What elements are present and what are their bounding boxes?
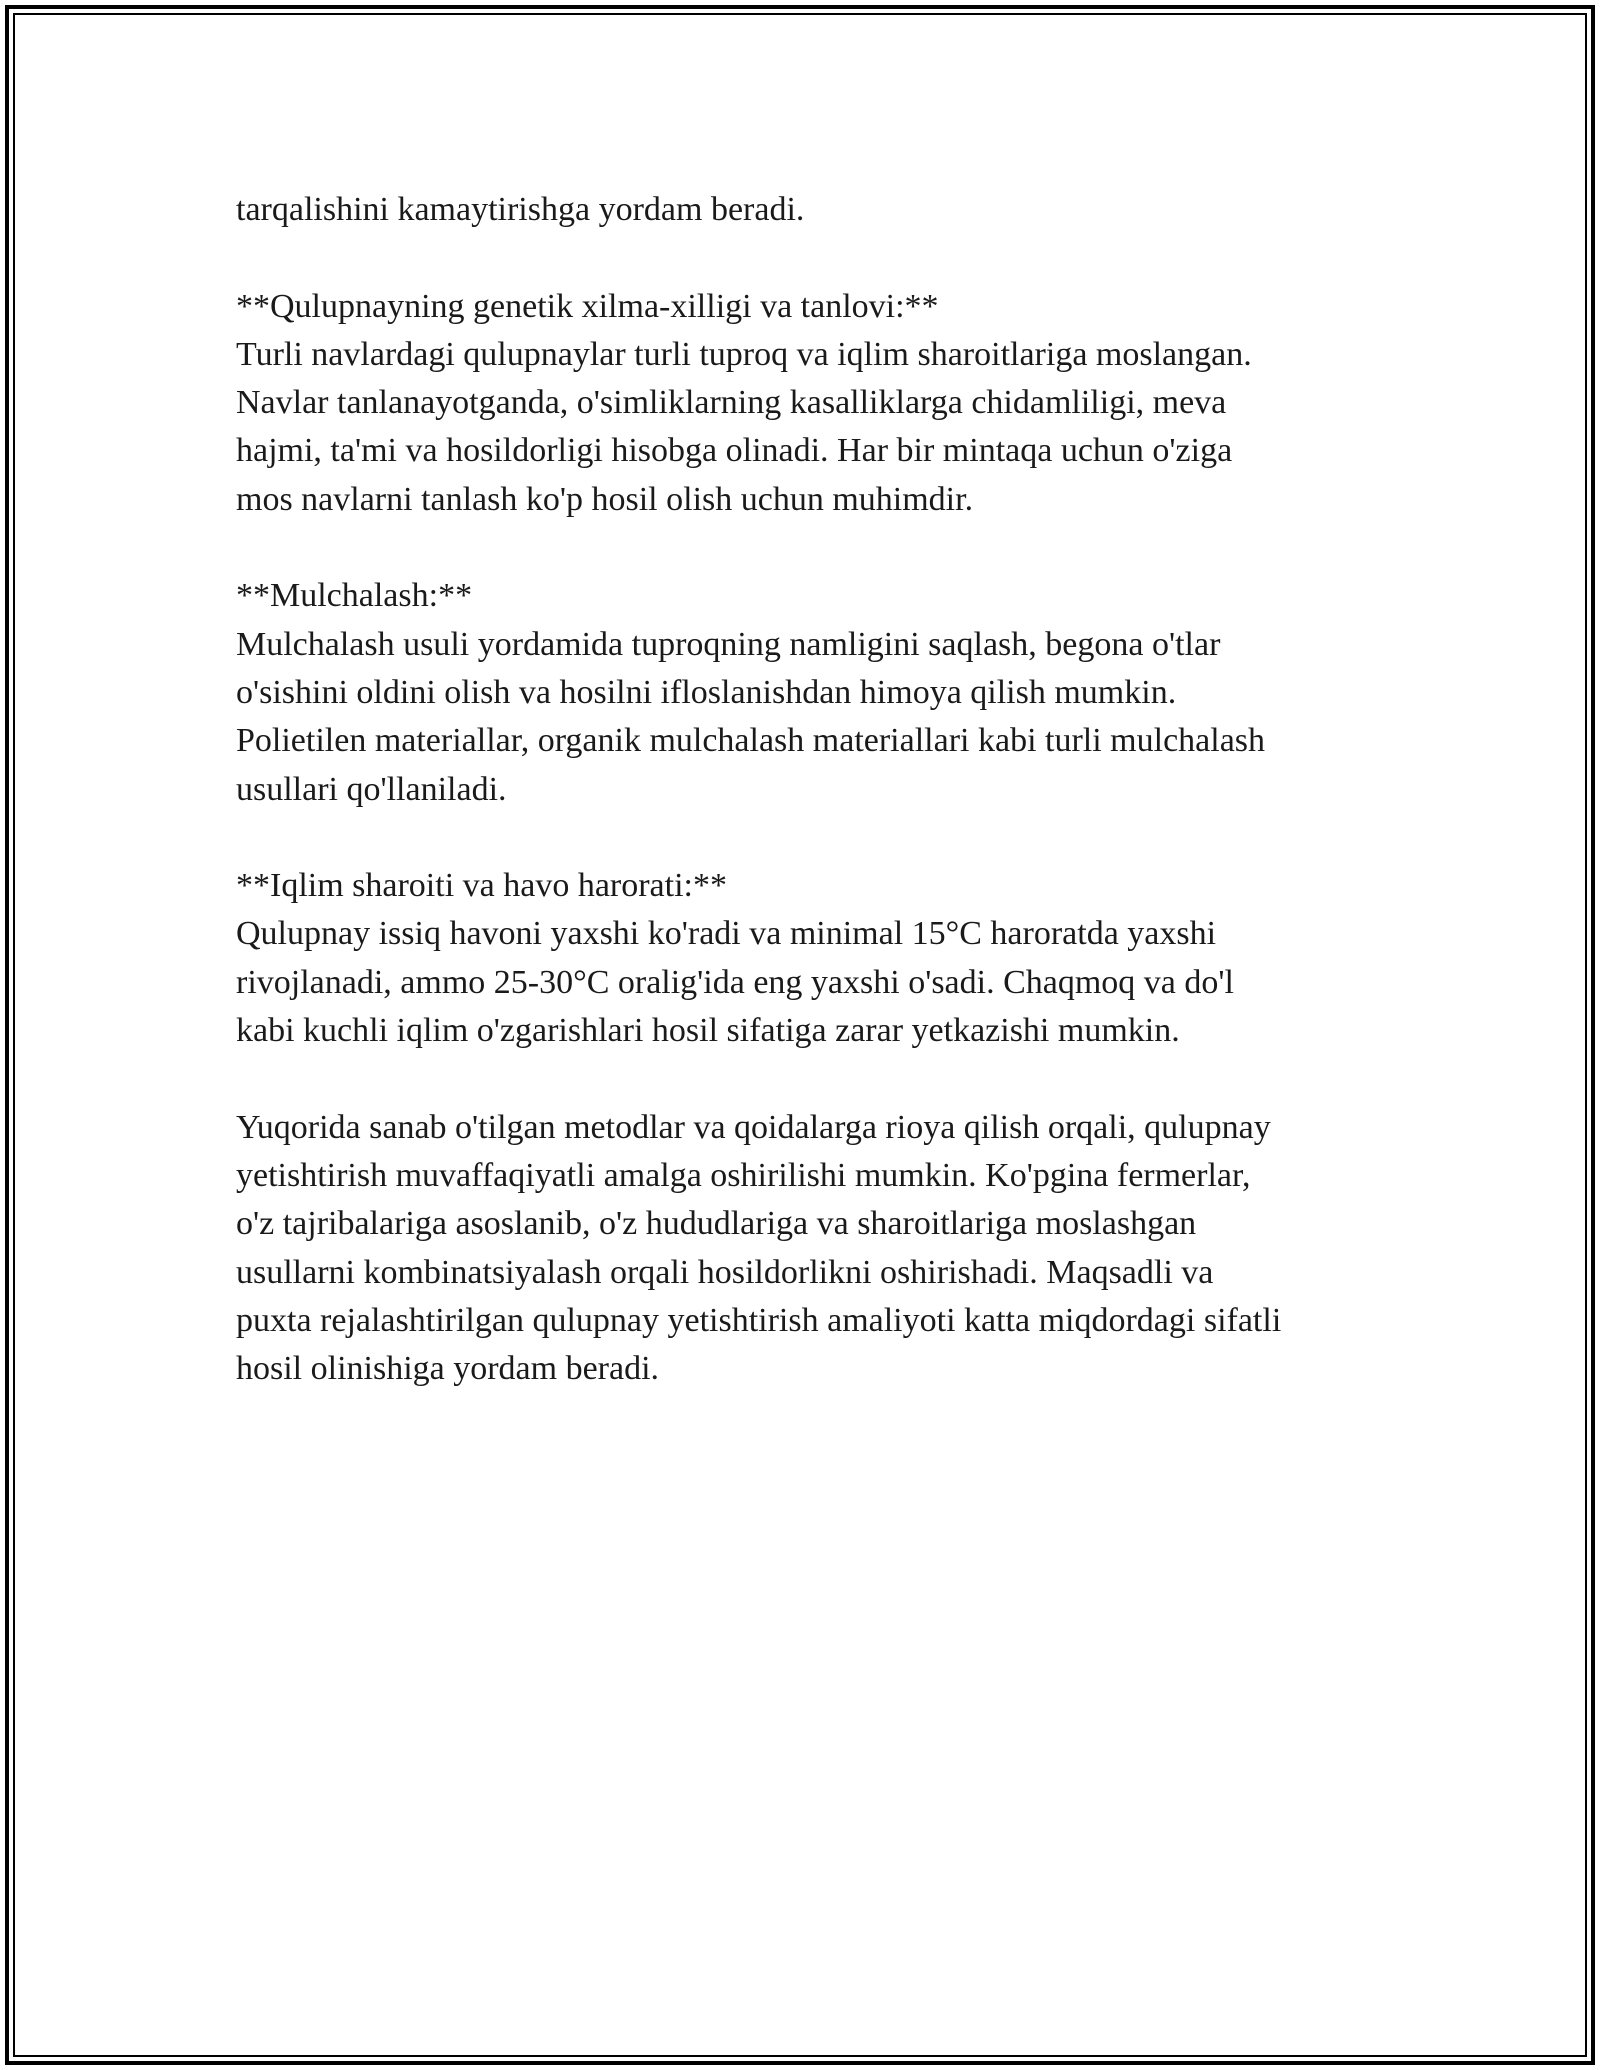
text-line: rivojlanadi, ammo 25-30°C oralig'ida eng yaxshi o'sadi. Chaqmoq va do'l (236, 963, 1234, 1001)
text-line: mos navlarni tanlash ko'p hosil olish uchun muhimdir. (236, 480, 974, 518)
text-line: tarqalishini kamaytirishga yordam beradi. (236, 191, 805, 228)
text-line: Mulchalash usuli yordamida tuproqning namligini saqlash, begona o'tlar (236, 625, 1221, 663)
text-line: usullarni kombinatsiyalash orqali hosildorlikni oshirishadi. Maqsadli va (236, 1253, 1214, 1291)
text-line: kabi kuchli iqlim o'zgarishlari hosil sifatiga zarar yetkazishi mumkin. (236, 1012, 1180, 1050)
paragraph-conclusion (236, 1104, 1396, 1394)
text-line: yetishtirish muvaffaqiyatli amalga oshirilishi mumkin. Ko'pgina fermerlar, (236, 1156, 1251, 1194)
text-line: Polietilen materiallar, organik mulchalash materiallari kabi turli mulchalash (236, 722, 1266, 760)
text-line: hajmi, ta'mi va hosildorligi hisobga olinadi. Har bir mintaqa uchun o'ziga (236, 432, 1233, 470)
text-line: Turli navlardagi qulupnaylar turli tuproq va iqlim sharoitlariga moslangan. (236, 335, 1252, 373)
paragraph-genetic-diversity (236, 283, 1396, 524)
paragraph-continuation (236, 186, 1396, 234)
section-heading: **Iqlim sharoiti va havo harorati:** (236, 867, 727, 905)
text-line: Yuqorida sanab o'tilgan metodlar va qoidalarga rioya qilish orqali, qulupnay (236, 1108, 1271, 1146)
text-line: usullari qo'llaniladi. (236, 770, 507, 808)
text-line: Navlar tanlanayotganda, o'simliklarning kasalliklarga chidamliligi, meva (236, 384, 1227, 422)
text-line: o'z tajribalariga asoslanib, o'z hududlariga va sharoitlariga moslashgan (236, 1205, 1197, 1243)
paragraph-climate (236, 862, 1396, 1055)
text-line: hosil olinishiga yordam beradi. (236, 1350, 660, 1388)
section-heading: **Mulchalash:** (236, 577, 473, 615)
text-line: Qulupnay issiq havoni yaxshi ko'radi va minimal 15°C haroratda yaxshi (236, 915, 1217, 953)
document-body (236, 186, 1396, 1442)
text-line: puxta rejalashtirilgan qulupnay yetishtirish amaliyoti katta miqdordagi sifatli (236, 1301, 1282, 1339)
section-heading: **Qulupnayning genetik xilma-xilligi va tanlovi:** (236, 287, 939, 325)
paragraph-mulching (236, 572, 1396, 813)
text-line: o'sishini oldini olish va hosilni ifloslanishdan himoya qilish mumkin. (236, 673, 1177, 711)
